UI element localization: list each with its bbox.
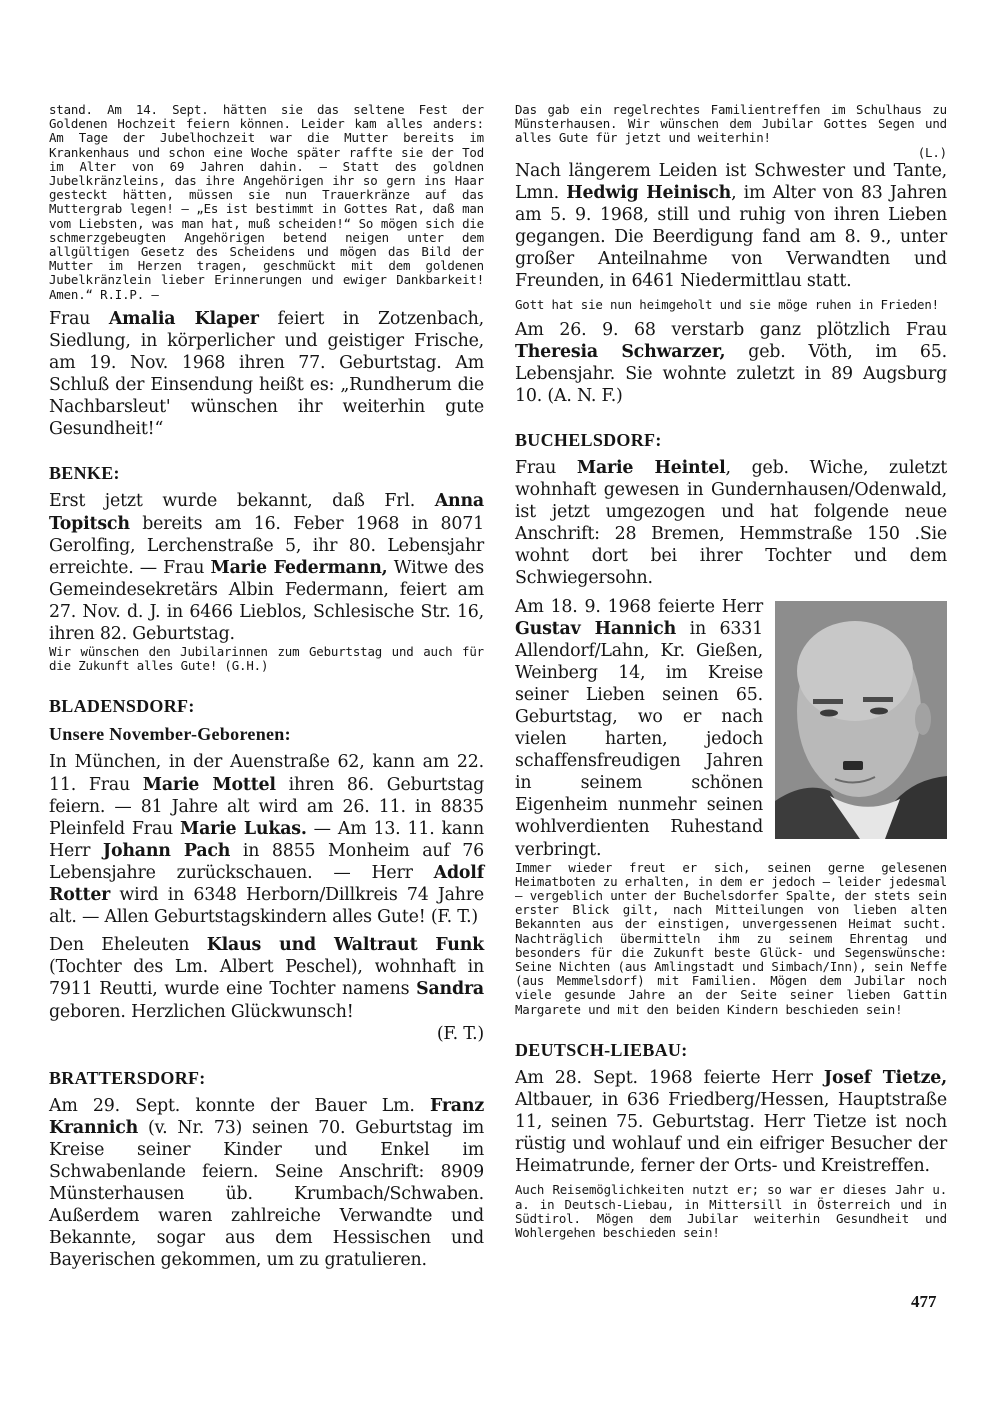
section-heading-buchelsdorf: BUCHELSDORF: xyxy=(515,429,662,450)
person-name: Josef Tietze, xyxy=(823,1067,947,1088)
section-heading-bladensdorf: BLADENSDORF: xyxy=(49,696,195,717)
person-name: Marie Lukas. xyxy=(180,818,307,839)
person-name: Sandra xyxy=(416,979,484,1000)
benke-notice: Erst jetzt wurde bekannt, daß Frl. Anna Topitsch bereits am 16. Feber 1968 in 8071 Gerolfing, Lerchenstraße 5, ihr 80. Lebensjahr erreichte. — Frau Marie Federmann, Witwe des Gemeindesekretärs Albin Federmann, feiert am 27. Nov. d. J. in 6466 Lieblos, Schlesische Str. 16, ihren 82. Geburtstag. xyxy=(49,491,484,644)
benke-note: Wir wünschen den Jubilarinnen zum Geburtstag und auch für die Zukunft alles Gute! (G.H.) xyxy=(49,644,484,674)
obituary-heinisch: Nach längerem Leiden ist Schwester und Tante, Lmn. Hedwig Heinisch, im Alter von 83 Jahren am 5. 9. 1968, still und ruhig von ihren Lieben gegangen. Die Beerdigung fand am 8. 9., unter großer Anteilnahme von Verwandten und Freunden, in 6461 Niedermittlau statt. xyxy=(515,160,947,292)
person-name: Franz Krannich xyxy=(49,1095,484,1138)
portrait-photo xyxy=(775,601,947,839)
person-name: Marie Heintel xyxy=(576,457,726,478)
obituary-schwarzer: Am 26. 9. 68 verstarb ganz plötzlich Frau Theresia Schwarzer, geb. Vöth, im 65. Lebensjahr. Sie wohnte zuletzt in 89 Augsburg 10. (A. N. F.) xyxy=(515,319,947,406)
section-heading-brattersdorf: BRATTERSDORF: xyxy=(49,1067,206,1088)
person-name: Adolf Rotter xyxy=(49,862,484,906)
person-name: Johann Pach xyxy=(102,840,231,861)
bladensdorf-birth-notice: Den Eheleuten Klaus und Waltraut Funk (Tochter des Lm. Albert Peschel), wohnhaft in 7911 Reutti, wurde eine Tochter namens Sandra geboren. Herzlichen Glückwunsch! (F. T.) xyxy=(49,935,484,1044)
section-heading-deutsch-liebau: DEUTSCH-LIEBAU: xyxy=(515,1039,688,1060)
person-name: Hedwig Heinisch xyxy=(566,182,732,203)
person-name: Theresia Schwarzer, xyxy=(515,341,726,362)
signature: (F. T.) xyxy=(436,1023,484,1044)
birthday-hannich: Am 18. 9. 1968 feierte Herr Gustav Hannich in 6331 Allendorf/Lahn, Kr. Gießen, Weinberg 14, im Kreise seiner Lieben seinen 65. Geburtstag, wo er nach vielen harten, jedoch schaffensfreudigen Jahren in seinem schönen Eigenheim nunmehr seinen wohlverdienten Ruhestand verbringt. xyxy=(515,596,763,860)
subheading-november: Unsere November-Geborenen: xyxy=(49,724,291,745)
section-heading-benke: BENKE: xyxy=(49,463,120,484)
portrait-silhouette-icon xyxy=(775,601,947,839)
portrait-image xyxy=(775,601,947,839)
page-number: 477 xyxy=(911,1292,937,1311)
right-column xyxy=(515,103,947,1240)
obituary-note: Gott hat sie nun heimgeholt und sie möge ruhen in Frieden! xyxy=(515,297,939,313)
obituary-continuation: stand. Am 14. Sept. hätten sie das seltene Fest der Goldenen Hochzeit feiern können. Leider kam alles anders: Am Tage der Jubelhochzeit war die Mutter bereits im Krankenhaus und schon eine Woche später raffte sie der Tod im Alter von 69 Jahren dahin. — Statt des goldnen Jubelkränzleins, das ihre Angehörigen ihr so gern ins Haar gesteckt hätten, müssen sie nun Trauerkränze auf das Muttergrab legen! — „Es ist bestimmt in Gottes Rat, daß man vom Liebsten, was man hat, muß scheiden!“ So mögen sich die schmerzgebeugten Angehörigen betend neigen unter dem allgültigen Gesetz des Scheidens und mögen das Bild der Mutter im Herzen tragen, geschmückt mit dem goldenen Jubelkränzlein lieber Erinnerungen und ewiger Dankbarkeit! Amen.“ R.I.P. — xyxy=(49,102,484,302)
person-name: Marie Mottel xyxy=(142,774,276,795)
signature: (L.) xyxy=(917,144,947,160)
family-reunion-note: Das gab ein regelrechtes Familientreffen im Schulhaus zu Münsterhausen. Wir wünschen dem Jubilar Gottes Segen und alles Gute für jetzt und weiterhin! (L.) xyxy=(515,102,947,160)
birthday-notice-klaper: Frau Amalia Klaper feiert in Zotzenbach, Siedlung, in körperlicher und geistiger Frische, am 19. Nov. 1968 ihren 77. Geburtstag. Am Schluß der Einsendung heißt es: „Rundherum die Nachbarsleut' wünschen ihr weiterhin gute Gesundheit!“ xyxy=(49,308,484,440)
person-name: Marie Federmann, xyxy=(210,557,388,578)
person-name: Klaus und Waltraut Funk xyxy=(206,935,484,956)
buchelsdorf-address-change: Frau Marie Heintel, geb. Wiche, zuletzt wohnhaft gewesen in Gundernhausen/Odenwald, ist jetzt umgezogen und hat folgende neue Anschrift: 28 Bremen, Hemmstraße 150 .Sie wohnt dort bei ihrer Tochter und dem Schwiegersohn. xyxy=(515,457,947,589)
person-name: Anna Topitsch xyxy=(49,491,484,534)
person-name: Amalia Klaper xyxy=(108,308,259,329)
brattersdorf-notice: Am 29. Sept. konnte der Bauer Lm. Franz Krannich (v. Nr. 73) seinen 70. Geburtstag im Kreise seiner Kinder und Enkel im Schwabenlande feiern. Seine Anschrift: 8909 Münsterhausen üb. Krumbach/Schwaben. Außerdem waren zahlreiche Verwandte und Bekannte, sogar aus dem Hessischen und Bayerischen gekommen, um zu gratulieren. xyxy=(49,1095,484,1271)
person-name: Gustav Hannich xyxy=(515,618,677,639)
tietze-note: Auch Reisemöglichkeiten nutzt er; so war er dieses Jahr u. a. in Deutsch-Liebau, in Mittersill in Österreich und in Südtirol. Mögen dem Jubilar weiterhin Gesundheit und Wohlergehen beschieden sein! xyxy=(515,1182,947,1240)
bladensdorf-birthdays: In München, in der Auenstraße 62, kann am 22. 11. Frau Marie Mottel ihren 86. Geburtstag feiern. — 81 Jahre alt wird am 26. 11. in 8835 Pleinfeld Frau Marie Lukas. — Am 13. 11. kann Herr Johann Pach in 8855 Monheim auf 76 Lebensjahre zurückschauen. — Herr Adolf Rotter wird in 6348 Herborn/Dillkreis 74 Jahre alt. — Allen Geburtstagskindern alles Gute! (F. T.) xyxy=(49,752,485,928)
birthday-tietze: Am 28. Sept. 1968 feierte Herr Josef Tietze, Altbauer, in 636 Friedberg/Hessen, Hauptstraße 11, seinen 75. Geburtstag. Herr Tietze ist noch rüstig und wohlauf und ein eifriger Besucher der Heimatrunde, ferner der Orts- und Kreistreffen. xyxy=(515,1067,947,1177)
hannich-note: Immer wieder freut er sich, seinen gerne gelesenen Heimatboten zu erhalten, in dem er jedoch — leider jedesmal — vergeblich unter der Buchelsdorfer Spalte, der stets sein erster Blick gilt, nach Mitteilungen von lieben alten Bekannten aus der einstigen, unvergessenen Heimat sucht. Nachträglich übermitteln ihm zu seinem Ehrentag und besonders für die Zukunft beste Glück- und Segenswünsche: Seine Nichten (aus Amlingstadt und Simbach/Inn), sein Neffe (aus Memmelsdorf) mit Familien. Mögen dem Jubilar noch viele gesunde Jahre an der Seite seiner lieben Gattin Margarete und mit den beiden Kindern beschieden sein! xyxy=(515,859,947,1017)
left-column xyxy=(49,103,484,1271)
